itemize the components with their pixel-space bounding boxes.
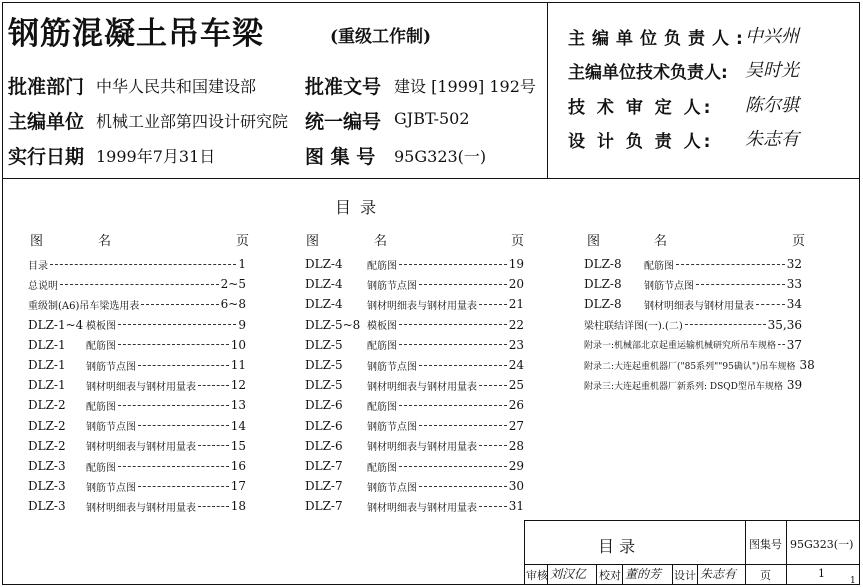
toc-figure-name: 配筋图 — [367, 260, 397, 272]
review-signature: 刘汉亿 — [550, 567, 587, 581]
toc-page-number: 31 — [508, 499, 524, 514]
toc-row — [584, 376, 802, 394]
toc-page-number: 29 — [508, 459, 524, 473]
toc-row — [28, 437, 246, 455]
toc-figure-name: 钢材明细表与钢材用量表 — [86, 381, 196, 393]
toc-row — [305, 376, 524, 394]
toc-page-number: 30 — [508, 479, 524, 494]
toc-row — [584, 356, 815, 374]
approval-doc-value: 建设 [1999] 192号 — [394, 77, 536, 96]
toc-row — [305, 396, 524, 414]
corner-mark: 1 — [850, 576, 856, 586]
toc-page-number: 17 — [230, 479, 246, 494]
toc-page-number: 34 — [786, 297, 802, 312]
toc-leader-dashes — [399, 344, 507, 345]
toc-row — [305, 457, 524, 475]
toc-row — [28, 336, 246, 354]
toc-leader-dashes — [399, 264, 507, 265]
toc-figure-code: DLZ-7 — [305, 459, 343, 473]
col2-header-page: 页 — [511, 234, 525, 249]
toc-page-number: 35,36 — [767, 317, 802, 332]
toc-row — [28, 417, 246, 435]
toc-page-number: 27 — [508, 418, 524, 433]
toc-leader-dashes — [198, 506, 229, 507]
chief-unit-head-signature: 中兴州 — [745, 26, 799, 47]
toc-page-number: 14 — [230, 418, 246, 433]
atlas-number-value: 95G323(一) — [394, 147, 487, 166]
toc-figure-name: 钢筋节点图 — [367, 482, 417, 494]
toc-figure-code: 目录 — [28, 260, 48, 272]
toc-row — [305, 255, 524, 273]
toc-page-number: 6~8 — [220, 297, 246, 312]
approval-doc-label: 批准文号 — [305, 76, 382, 98]
toc-figure-code: DLZ-5 — [305, 378, 343, 393]
toc-figure-name: 钢筋节点图 — [86, 361, 136, 373]
col2-header-name: 名 — [374, 234, 388, 249]
toc-figure-code: DLZ-5 — [305, 337, 343, 352]
sign-divider-4 — [672, 564, 673, 585]
toc-figure-code: DLZ-5~8 — [305, 317, 361, 332]
col1-header-figure: 图 — [30, 234, 44, 249]
toc-figure-name: 钢材明细表与钢材用量表 — [367, 442, 477, 454]
toc-leader-dashes — [479, 506, 507, 507]
chief-unit-value: 机械工业部第四设计研究院 — [96, 112, 289, 131]
toc-page-number: 13 — [230, 398, 246, 413]
toc-figure-name: 钢材明细表与钢材用量表 — [367, 502, 477, 514]
toc-figure-name: 配筋图 — [86, 341, 116, 353]
toc-figure-name: 配筋图 — [86, 462, 116, 474]
toc-figure-code: DLZ-8 — [584, 297, 622, 312]
toc-row — [584, 275, 802, 293]
col1-header-name: 名 — [98, 234, 112, 249]
toc-leader-dashes — [118, 405, 229, 406]
toc-leader-dashes — [399, 405, 507, 406]
toc-figure-name: 钢筋节点图 — [86, 422, 136, 434]
toc-leader-dashes — [419, 284, 507, 285]
toc-leader-dashes — [50, 264, 236, 265]
tech-reviewer-label: 技 术 审 定 人: — [568, 98, 714, 118]
toc-page-number: 38 — [799, 358, 815, 372]
sign-divider-2 — [596, 564, 597, 585]
toc-row — [28, 316, 246, 334]
tech-reviewer-signature: 陈尔骐 — [745, 95, 799, 116]
sign-divider-3 — [622, 564, 623, 585]
toc-row — [305, 437, 524, 455]
toc-page-number: 20 — [508, 277, 524, 292]
toc-figure-name: 配筋图 — [367, 401, 397, 413]
toc-leader-dashes — [138, 486, 229, 487]
toc-leader-dashes — [118, 466, 229, 467]
toc-figure-name: 钢材明细表与钢材用量表 — [367, 300, 477, 312]
col3-header-name: 名 — [654, 234, 668, 249]
toc-figure-code: DLZ-6 — [305, 418, 343, 433]
toc-leader-dashes — [60, 284, 219, 285]
toc-heading: 目 录 — [335, 198, 379, 217]
toc-leader-dashes — [479, 304, 507, 305]
toc-figure-name: 模板图 — [86, 321, 116, 333]
toc-page-number: 9 — [238, 317, 246, 332]
toc-row — [305, 295, 524, 313]
toc-figure-code: DLZ-2 — [28, 418, 66, 433]
toc-row — [305, 417, 524, 435]
toc-leader-dashes — [419, 365, 507, 366]
toc-figure-name: 钢材明细表与钢材用量表 — [86, 442, 196, 454]
toc-figure-code: DLZ-4 — [305, 297, 343, 312]
toc-figure-name: 钢筋节点图 — [367, 280, 417, 292]
toc-figure-code: DLZ-3 — [28, 479, 66, 494]
toc-leader-dashes — [685, 324, 766, 325]
toc-page-number: 12 — [230, 378, 246, 393]
col3-header-figure: 图 — [587, 234, 601, 249]
toc-page-number: 18 — [230, 499, 246, 514]
toc-figure-name: 钢筋节点图 — [367, 361, 417, 373]
toc-figure-name: 钢材明细表与钢材用量表 — [86, 502, 196, 514]
toc-row — [28, 376, 246, 394]
toc-leader-dashes — [756, 304, 785, 305]
toc-row — [305, 336, 524, 354]
toc-page-number: 19 — [508, 257, 524, 271]
tech-head-signature: 吴时光 — [745, 60, 799, 81]
toc-leader-dashes — [419, 425, 507, 426]
col1-header-page: 页 — [236, 234, 250, 249]
toc-figure-code: DLZ-1~4 — [28, 317, 84, 332]
toc-figure-name: 配筋图 — [367, 341, 397, 353]
toc-figure-code: 附录二:大连起重机器厂("85系列""95确认")吊车规格 — [584, 361, 796, 372]
check-signature: 董的芳 — [625, 567, 662, 581]
col3-header-page: 页 — [792, 234, 806, 249]
toc-figure-code: DLZ-5 — [305, 358, 343, 372]
toc-figure-name: 模板图 — [367, 321, 397, 333]
toc-leader-dashes — [198, 385, 229, 386]
toc-row — [28, 255, 246, 273]
toc-row — [28, 497, 246, 515]
toc-figure-name: 钢筋节点图 — [367, 422, 417, 434]
document-title: 钢筋混凝土吊车梁 — [8, 16, 264, 52]
toc-row — [305, 275, 524, 293]
toc-figure-code: DLZ-1 — [28, 378, 66, 393]
atlas-number-label: 图 集 号 — [305, 146, 376, 168]
toc-figure-name: 配筋图 — [86, 401, 116, 413]
page-value: 1 — [818, 567, 825, 580]
toc-page-number: 21 — [508, 297, 524, 312]
unified-number-label: 统一编号 — [305, 111, 382, 133]
toc-row — [305, 316, 524, 334]
toc-figure-code: 总说明 — [28, 280, 58, 292]
toc-leader-dashes — [479, 385, 507, 386]
toc-figure-code: DLZ-4 — [305, 257, 343, 271]
toc-figure-code: DLZ-7 — [305, 499, 343, 514]
toc-leader-dashes — [198, 445, 229, 446]
effective-date-value: 1999年7月31日 — [96, 147, 216, 166]
toc-page-number: 1 — [238, 257, 246, 271]
toc-figure-code: DLZ-8 — [584, 257, 622, 271]
toc-page-number: 25 — [508, 378, 524, 393]
design-label: 设计 — [674, 569, 696, 582]
header-divider — [2, 178, 860, 179]
toc-page-number: 15 — [230, 438, 246, 453]
toc-figure-name: 钢材明细表与钢材用量表 — [644, 300, 754, 312]
toc-page-number: 2~5 — [220, 277, 246, 292]
toc-figure-code: DLZ-6 — [305, 398, 343, 413]
toc-page-number: 23 — [508, 337, 524, 352]
toc-figure-code: DLZ-2 — [28, 398, 66, 413]
toc-page-number: 39 — [786, 378, 803, 393]
toc-row — [28, 457, 246, 475]
toc-figure-code: DLZ-7 — [305, 479, 343, 494]
toc-leader-dashes — [778, 344, 785, 345]
page-label: 页 — [760, 569, 771, 582]
toc-leader-dashes — [399, 324, 507, 325]
title-block-col-divider-2 — [786, 520, 787, 585]
toc-figure-code: 附录三:大连起重机器厂新系列: DSQD型吊车规格 — [584, 381, 783, 392]
design-head-label: 设 计 负 责 人: — [568, 132, 714, 152]
toc-row — [305, 497, 524, 515]
toc-row — [584, 255, 802, 273]
toc-figure-code: DLZ-1 — [28, 358, 66, 372]
header-vertical-divider — [547, 2, 548, 178]
toc-figure-code: DLZ-3 — [28, 459, 66, 473]
toc-row — [584, 316, 802, 334]
effective-date-label: 实行日期 — [8, 146, 85, 168]
toc-figure-code: 梁柱联结详图(一).(二) — [584, 321, 683, 333]
toc-page-number: 10 — [230, 337, 246, 352]
toc-row — [584, 295, 802, 313]
toc-figure-code: DLZ-3 — [28, 499, 66, 514]
toc-page-number: 37 — [786, 337, 802, 352]
toc-row — [28, 477, 246, 495]
toc-figure-code: 重级制(A6)吊车梁选用表 — [28, 300, 140, 312]
approval-dept-label: 批准部门 — [8, 76, 85, 98]
toc-page-number: 33 — [786, 277, 802, 292]
toc-figure-code: 附录一:机械部北京起重运输机械研究所吊车规格 — [584, 341, 777, 352]
toc-row — [584, 336, 802, 354]
toc-row — [305, 477, 524, 495]
atlas-label: 图集号 — [749, 538, 782, 551]
unified-number-value: GJBT-502 — [394, 109, 470, 128]
toc-page-number: 11 — [230, 358, 246, 372]
toc-leader-dashes — [479, 445, 507, 446]
toc-leader-dashes — [696, 284, 785, 285]
chief-unit-label: 主编单位 — [8, 111, 85, 133]
title-block-col-divider-1 — [745, 520, 746, 585]
toc-page-number: 28 — [508, 438, 524, 453]
design-head-signature: 朱志有 — [745, 129, 799, 150]
approval-dept-value: 中华人民共和国建设部 — [96, 77, 257, 96]
toc-leader-dashes — [419, 486, 507, 487]
toc-page-number: 24 — [508, 358, 524, 372]
document-subtitle: (重级工作制) — [330, 27, 432, 47]
toc-figure-name: 钢筋节点图 — [644, 280, 694, 292]
toc-page-number: 16 — [230, 459, 246, 473]
toc-leader-dashes — [138, 365, 229, 366]
toc-leader-dashes — [118, 324, 236, 325]
sign-divider-5 — [697, 564, 698, 585]
toc-leader-dashes — [399, 466, 507, 467]
toc-row — [28, 396, 246, 414]
chief-unit-head-label: 主编单位负责人: — [568, 29, 750, 49]
toc-leader-dashes — [118, 344, 229, 345]
atlas-value: 95G323(一) — [790, 538, 854, 551]
toc-leader-dashes — [676, 264, 785, 265]
toc-figure-code: DLZ-8 — [584, 277, 622, 292]
col2-header-figure: 图 — [306, 234, 320, 249]
toc-figure-code: DLZ-2 — [28, 438, 66, 453]
toc-leader-dashes — [138, 425, 229, 426]
toc-row — [305, 356, 524, 374]
review-label: 审核 — [526, 569, 548, 582]
toc-page-number: 22 — [508, 317, 524, 332]
toc-figure-name: 配筋图 — [644, 260, 674, 272]
toc-figure-code: DLZ-4 — [305, 277, 343, 292]
toc-row — [28, 356, 246, 374]
toc-row — [28, 275, 246, 293]
toc-figure-name: 钢筋节点图 — [86, 482, 136, 494]
toc-leader-dashes — [141, 304, 218, 305]
title-block-title: 目 录 — [598, 537, 636, 556]
toc-page-number: 32 — [786, 257, 802, 271]
toc-figure-name: 钢材明细表与钢材用量表 — [367, 381, 477, 393]
tech-head-label: 主编单位技术负责人: — [568, 63, 728, 83]
check-label: 校对 — [599, 569, 621, 582]
toc-figure-name: 配筋图 — [367, 462, 397, 474]
design-signature: 朱志有 — [700, 567, 737, 581]
toc-figure-code: DLZ-1 — [28, 337, 66, 352]
toc-page-number: 26 — [508, 398, 524, 413]
toc-figure-code: DLZ-6 — [305, 438, 343, 453]
toc-row — [28, 295, 246, 313]
